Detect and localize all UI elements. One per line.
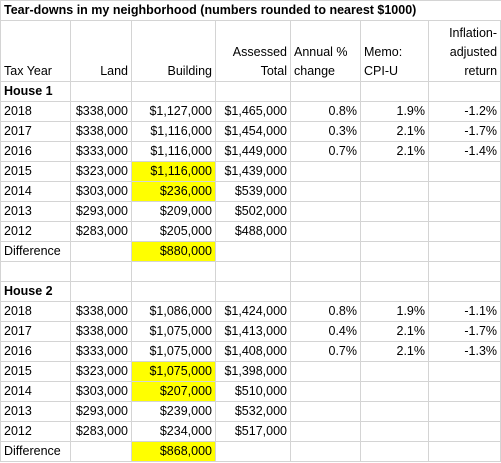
empty-cell[interactable] <box>361 282 429 302</box>
empty-cell[interactable] <box>216 242 291 262</box>
empty-cell[interactable] <box>429 82 501 102</box>
empty-cell[interactable] <box>71 82 132 102</box>
inflation-adjusted-cell[interactable] <box>429 382 501 402</box>
house1-row <box>1 182 501 202</box>
annual-change-cell[interactable]: 0.7% <box>291 342 361 362</box>
header-tax-year[interactable]: Tax Year <box>1 21 71 82</box>
empty-cell[interactable] <box>291 82 361 102</box>
header-row <box>1 21 501 82</box>
inflation-adjusted-cell[interactable]: -1.7% <box>429 122 501 142</box>
header-building[interactable]: Building <box>132 21 216 82</box>
house2-row <box>1 382 501 402</box>
cpi-cell[interactable]: 2.1% <box>361 342 429 362</box>
header-memo-line1: Memo: <box>364 45 403 59</box>
land-cell[interactable]: $338,000 <box>71 122 132 142</box>
assessed-total-cell[interactable]: $1,439,000 <box>216 162 291 182</box>
annual-change-cell[interactable] <box>291 422 361 442</box>
land-cell[interactable]: $333,000 <box>71 142 132 162</box>
tax-year-cell[interactable]: 2014 <box>1 382 71 402</box>
header-annual-line1: Annual % <box>294 45 348 59</box>
inflation-adjusted-cell[interactable]: -1.4% <box>429 142 501 162</box>
cpi-cell[interactable] <box>361 422 429 442</box>
tax-year-cell[interactable]: 2013 <box>1 402 71 422</box>
header-annual-change[interactable] <box>291 21 361 82</box>
empty-cell[interactable] <box>132 282 216 302</box>
land-cell[interactable]: $338,000 <box>71 322 132 342</box>
house1-difference-row <box>1 242 501 262</box>
land-cell[interactable]: $333,000 <box>71 342 132 362</box>
land-cell[interactable]: $323,000 <box>71 162 132 182</box>
empty-cell[interactable] <box>216 442 291 462</box>
empty-cell[interactable] <box>361 262 429 282</box>
inflation-adjusted-cell[interactable]: -1.3% <box>429 342 501 362</box>
empty-cell[interactable] <box>429 242 501 262</box>
tax-year-cell[interactable]: 2013 <box>1 202 71 222</box>
empty-cell[interactable] <box>216 282 291 302</box>
house1-row <box>1 162 501 182</box>
inflation-adjusted-cell[interactable] <box>429 402 501 422</box>
inflation-adjusted-cell[interactable] <box>429 162 501 182</box>
house1-row <box>1 142 501 162</box>
house1-row <box>1 222 501 242</box>
house1-label[interactable]: House 1 <box>1 82 71 102</box>
cpi-cell[interactable] <box>361 222 429 242</box>
cpi-cell[interactable] <box>361 402 429 422</box>
inflation-adjusted-cell[interactable]: -1.7% <box>429 322 501 342</box>
land-cell[interactable]: $338,000 <box>71 302 132 322</box>
building-cell[interactable]: $1,116,000 <box>132 142 216 162</box>
building-cell[interactable]: $1,116,000 <box>132 122 216 142</box>
empty-cell[interactable] <box>361 242 429 262</box>
house2-difference-value[interactable]: $868,000 <box>132 442 216 462</box>
building-cell[interactable]: $1,075,000 <box>132 362 216 382</box>
tax-year-cell[interactable]: 2014 <box>1 182 71 202</box>
sheet-title[interactable]: Tear-downs in my neighborhood (numbers rounded to nearest $1000) <box>1 1 501 21</box>
header-land[interactable]: Land <box>71 21 132 82</box>
tax-year-cell[interactable]: 2016 <box>1 142 71 162</box>
assessed-total-cell[interactable]: $1,398,000 <box>216 362 291 382</box>
empty-cell[interactable] <box>71 242 132 262</box>
assessed-total-cell[interactable]: $510,000 <box>216 382 291 402</box>
header-memo-cpi[interactable] <box>361 21 429 82</box>
empty-cell[interactable] <box>429 442 501 462</box>
building-cell[interactable]: $1,075,000 <box>132 342 216 362</box>
annual-change-cell[interactable] <box>291 402 361 422</box>
header-annual-line2: change <box>294 64 336 78</box>
empty-cell[interactable] <box>361 82 429 102</box>
cpi-cell[interactable]: 1.9% <box>361 102 429 122</box>
assessed-total-cell[interactable]: $1,465,000 <box>216 102 291 122</box>
annual-change-cell[interactable] <box>291 362 361 382</box>
cpi-cell[interactable] <box>361 362 429 382</box>
house2-difference-row <box>1 442 501 462</box>
house2-label-row <box>1 282 501 302</box>
annual-change-cell[interactable] <box>291 162 361 182</box>
cpi-cell[interactable]: 2.1% <box>361 122 429 142</box>
annual-change-cell[interactable]: 0.8% <box>291 102 361 122</box>
house1-difference-value[interactable]: $880,000 <box>132 242 216 262</box>
assessed-total-cell[interactable]: $488,000 <box>216 222 291 242</box>
empty-cell[interactable] <box>429 282 501 302</box>
building-cell[interactable]: $239,000 <box>132 402 216 422</box>
house1-row <box>1 102 501 122</box>
land-cell[interactable]: $293,000 <box>71 402 132 422</box>
annual-change-cell[interactable] <box>291 222 361 242</box>
header-inflation-adjusted-return[interactable] <box>429 21 501 82</box>
land-cell[interactable]: $283,000 <box>71 422 132 442</box>
cpi-cell[interactable] <box>361 182 429 202</box>
empty-cell[interactable] <box>132 262 216 282</box>
house2-row <box>1 422 501 442</box>
assessed-total-cell[interactable]: $1,424,000 <box>216 302 291 322</box>
empty-cell[interactable] <box>291 442 361 462</box>
empty-cell[interactable] <box>132 82 216 102</box>
tax-year-cell[interactable]: 2017 <box>1 322 71 342</box>
building-cell[interactable]: $1,086,000 <box>132 302 216 322</box>
tax-year-cell[interactable]: 2017 <box>1 122 71 142</box>
header-infl-line1: Inflation- <box>449 26 498 40</box>
land-cell[interactable]: $283,000 <box>71 222 132 242</box>
land-cell[interactable]: $303,000 <box>71 382 132 402</box>
inflation-adjusted-cell[interactable] <box>429 202 501 222</box>
tax-year-cell[interactable]: 2018 <box>1 302 71 322</box>
building-cell[interactable]: $209,000 <box>132 202 216 222</box>
empty-cell[interactable] <box>429 262 501 282</box>
inflation-adjusted-cell[interactable] <box>429 222 501 242</box>
house1-row <box>1 122 501 142</box>
empty-cell[interactable] <box>361 442 429 462</box>
tax-year-cell[interactable]: 2015 <box>1 362 71 382</box>
empty-cell[interactable] <box>71 282 132 302</box>
land-cell[interactable]: $303,000 <box>71 182 132 202</box>
house2-row <box>1 322 501 342</box>
empty-cell[interactable] <box>71 442 132 462</box>
empty-cell[interactable] <box>291 282 361 302</box>
building-cell[interactable]: $207,000 <box>132 382 216 402</box>
empty-cell[interactable] <box>1 262 71 282</box>
annual-change-cell[interactable] <box>291 202 361 222</box>
annual-change-cell[interactable]: 0.4% <box>291 322 361 342</box>
empty-cell[interactable] <box>291 262 361 282</box>
house1-difference-label[interactable]: Difference <box>1 242 71 262</box>
tax-year-cell[interactable]: 2016 <box>1 342 71 362</box>
header-assessed-line1: Assessed <box>232 45 287 59</box>
inflation-adjusted-cell[interactable] <box>429 362 501 382</box>
house2-label[interactable]: House 2 <box>1 282 71 302</box>
house1-row <box>1 202 501 222</box>
tax-year-cell[interactable]: 2018 <box>1 102 71 122</box>
land-cell[interactable]: $323,000 <box>71 362 132 382</box>
building-cell[interactable]: $234,000 <box>132 422 216 442</box>
house2-difference-label[interactable]: Difference <box>1 442 71 462</box>
land-cell[interactable]: $338,000 <box>71 102 132 122</box>
building-cell[interactable]: $1,127,000 <box>132 102 216 122</box>
cpi-cell[interactable] <box>361 382 429 402</box>
cpi-cell[interactable]: 2.1% <box>361 322 429 342</box>
header-assessed-line2: Total <box>260 64 287 78</box>
empty-cell[interactable] <box>216 82 291 102</box>
assessed-total-cell[interactable]: $1,454,000 <box>216 122 291 142</box>
header-assessed-total[interactable] <box>216 21 291 82</box>
building-cell[interactable]: $236,000 <box>132 182 216 202</box>
empty-cell[interactable] <box>216 262 291 282</box>
house1-label-row <box>1 82 501 102</box>
land-cell[interactable]: $293,000 <box>71 202 132 222</box>
cpi-cell[interactable] <box>361 202 429 222</box>
building-cell[interactable]: $205,000 <box>132 222 216 242</box>
building-cell[interactable]: $1,075,000 <box>132 322 216 342</box>
annual-change-cell[interactable]: 0.3% <box>291 122 361 142</box>
assessed-total-cell[interactable]: $1,413,000 <box>216 322 291 342</box>
assessed-total-cell[interactable]: $1,449,000 <box>216 142 291 162</box>
annual-change-cell[interactable]: 0.8% <box>291 302 361 322</box>
building-cell[interactable]: $1,116,000 <box>132 162 216 182</box>
assessed-total-cell[interactable]: $539,000 <box>216 182 291 202</box>
assessed-total-cell[interactable]: $532,000 <box>216 402 291 422</box>
cpi-cell[interactable] <box>361 162 429 182</box>
header-infl-line2: adjusted <box>449 45 498 59</box>
house2-row <box>1 362 501 382</box>
cpi-cell[interactable]: 1.9% <box>361 302 429 322</box>
empty-cell[interactable] <box>71 262 132 282</box>
annual-change-cell[interactable] <box>291 382 361 402</box>
tax-year-cell[interactable]: 2015 <box>1 162 71 182</box>
header-memo-line2: CPI-U <box>364 64 399 78</box>
inflation-adjusted-cell[interactable]: -1.1% <box>429 302 501 322</box>
inflation-adjusted-cell[interactable] <box>429 182 501 202</box>
assessed-total-cell[interactable]: $517,000 <box>216 422 291 442</box>
house2-row <box>1 302 501 322</box>
house2-row <box>1 342 501 362</box>
cpi-cell[interactable]: 2.1% <box>361 142 429 162</box>
header-infl-line3: return <box>464 64 498 78</box>
annual-change-cell[interactable]: 0.7% <box>291 142 361 162</box>
inflation-adjusted-cell[interactable]: -1.2% <box>429 102 501 122</box>
house2-row <box>1 402 501 422</box>
tax-year-cell[interactable]: 2012 <box>1 222 71 242</box>
assessed-total-cell[interactable]: $1,408,000 <box>216 342 291 362</box>
annual-change-cell[interactable] <box>291 182 361 202</box>
tax-year-cell[interactable]: 2012 <box>1 422 71 442</box>
assessed-total-cell[interactable]: $502,000 <box>216 202 291 222</box>
empty-cell[interactable] <box>291 242 361 262</box>
spacer-row <box>1 262 501 282</box>
inflation-adjusted-cell[interactable] <box>429 422 501 442</box>
